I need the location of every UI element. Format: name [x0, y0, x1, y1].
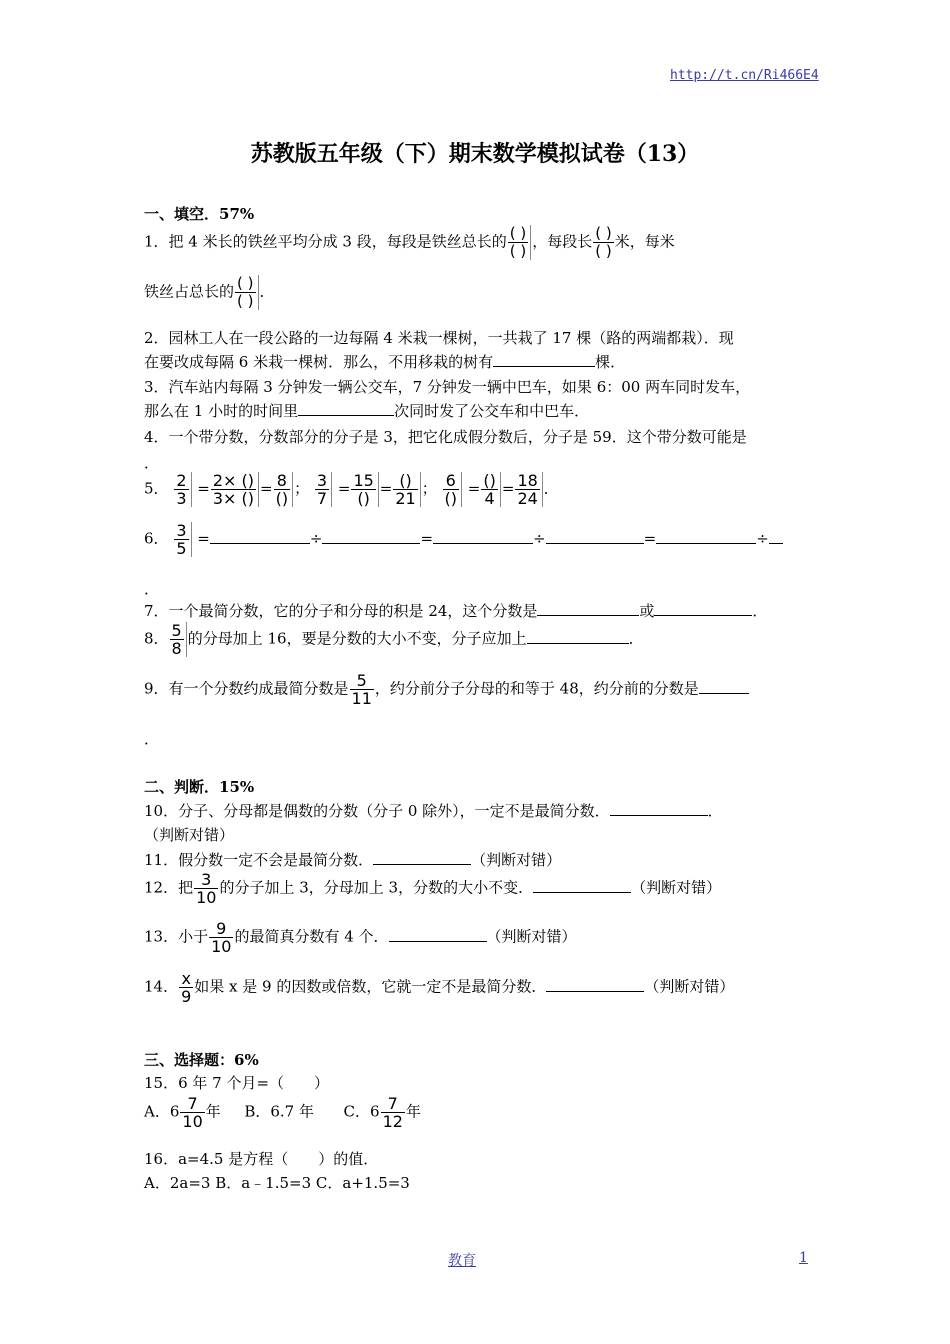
q7-or: 或	[639, 602, 655, 620]
q13-text-b: 的最简真分数有 4 个．	[234, 927, 389, 946]
question-13	[144, 920, 577, 955]
q9-text-a: 9．有一个分数约成最简分数是	[144, 679, 349, 698]
q15-option-a-fraction: $\frac{7}{10}$	[182, 1094, 203, 1131]
question-1-line-2	[144, 275, 275, 310]
q7-blank-1[interactable]	[537, 601, 639, 616]
q5-fraction-3: $\frac{8}{()}$	[274, 472, 293, 507]
question-11	[144, 849, 561, 871]
q8-blank[interactable]	[527, 629, 629, 644]
question-16: 16．a=4.5 是方程（ ）的值．	[144, 1150, 379, 1168]
header-link[interactable]: http://t.cn/Ri466E4	[670, 68, 819, 83]
section-heading-fill: 一、填空．57%	[144, 205, 255, 223]
q8-text: 的分母加上 16，要是分数的大小不变，分子应加上	[187, 629, 527, 648]
q2-answer-blank[interactable]	[493, 352, 595, 367]
question-10-line-2: （判断对错）	[144, 826, 235, 844]
footer-link[interactable]: 教育	[448, 1253, 476, 1269]
page-number: 1	[799, 1250, 808, 1266]
q3-answer-blank[interactable]	[298, 401, 394, 416]
period: ．	[628, 629, 644, 648]
q6-blank-5[interactable]	[656, 529, 756, 544]
q8-label: 8．	[144, 629, 169, 648]
question-10-line-1	[144, 800, 723, 822]
q1-fraction-blank-1: $\frac{( )}{( )}$	[508, 225, 531, 260]
q1-text-c: 米，每米	[614, 232, 675, 251]
q12-judge-hint: （判断对错）	[631, 878, 722, 897]
q13-fraction: $\frac{9}{10}$	[211, 919, 232, 956]
equals-sign: =	[337, 479, 351, 498]
q5-fraction-1: $\frac{2}{3}$	[174, 472, 191, 507]
q9-blank[interactable]	[699, 679, 749, 694]
divide-sign: ÷	[756, 529, 769, 548]
equals-sign: =	[501, 479, 515, 498]
q12-text-a: 12．把	[144, 878, 194, 897]
q2-text-c: 棵．	[595, 353, 626, 371]
period: ．	[707, 802, 723, 820]
q1-fraction-blank-2: $\frac{( )}{( )}$	[595, 224, 612, 260]
q11-judge-hint: （判断对错）	[471, 851, 562, 869]
q5-fraction-9: $\frac{18}{24}$	[515, 472, 542, 507]
q1-text-e: ．	[259, 282, 275, 301]
q14-judge-hint: （判断对错）	[644, 977, 735, 996]
question-15-options	[144, 1095, 421, 1130]
q14-label: 14．	[144, 977, 179, 996]
question-12	[144, 871, 721, 906]
q12-text-b: 的分子加上 3，分母加上 3，分数的大小不变．	[219, 878, 534, 897]
q3-text-c: 次同时发了公交车和中巴车．	[394, 402, 590, 420]
q15-option-c-fraction: $\frac{7}{12}$	[382, 1094, 403, 1131]
q5-fraction-7: $\frac{6}{()}$	[443, 472, 462, 507]
q6-blank-3[interactable]	[433, 529, 533, 544]
equals-sign: =	[197, 479, 210, 498]
q1-fraction-blank-3: $\frac{( )}{( )}$	[235, 275, 258, 310]
q6-blank-4[interactable]	[546, 529, 644, 544]
divide-sign: ÷	[533, 529, 546, 548]
page-title: 苏教版五年级（下）期末数学模拟试卷（13）	[250, 141, 700, 167]
q14-text: 如果 x 是 9 的因数或倍数，它就一定不是最简分数．	[194, 977, 547, 996]
section-heading-choice: 三、选择题：6%	[144, 1051, 259, 1069]
q6-blank-1[interactable]	[210, 529, 310, 544]
q6-blank-2[interactable]	[322, 529, 420, 544]
q5-fraction-6: $\frac{()}{21}$	[393, 472, 420, 507]
divide-sign: ÷	[309, 529, 323, 548]
q9-fraction: $\frac{5}{11}$	[351, 671, 372, 708]
equals-sign: =	[420, 529, 434, 548]
question-6	[144, 522, 783, 557]
q8-fraction: $\frac{5}{8}$	[170, 622, 187, 657]
q14-blank[interactable]	[546, 977, 644, 992]
equals-sign: =	[379, 479, 393, 498]
equals-sign: =	[260, 479, 273, 498]
q13-blank[interactable]	[389, 927, 487, 942]
section-heading-judge: 二、判断．15%	[144, 778, 255, 796]
question-2-line-2	[144, 351, 625, 373]
question-9	[144, 672, 749, 707]
question-1-line-1	[144, 225, 675, 260]
q10-text: 10．分子、分母都是偶数的分数（分子 0 除外），一定不是最简分数．	[144, 802, 610, 820]
question-15: 15．6 年 7 个月=（ ）	[144, 1074, 330, 1092]
equals-sign: =	[197, 529, 210, 548]
question-3-line-1: 3．汽车站内每隔 3 分钟发一辆公交车，7 分钟发一辆中巴车，如果 6：00 两车同时发车，	[144, 378, 751, 396]
q12-blank[interactable]	[533, 878, 631, 893]
question-8	[144, 622, 644, 657]
q15-option-c[interactable]: C．6	[343, 1102, 380, 1121]
q6-fraction: $\frac{3}{5}$	[174, 522, 191, 557]
q10-blank[interactable]	[610, 801, 708, 816]
equals-sign: =	[643, 529, 657, 548]
q2-text-b: 在要改成每隔 6 米栽一棵树．那么，不用移栽的树有	[144, 353, 494, 371]
q15-option-a-unit: 年	[205, 1102, 221, 1121]
q1-text-d: 铁丝占总长的	[144, 282, 235, 301]
q7-blank-2[interactable]	[654, 601, 752, 616]
q14-fraction: $\frac{x}{9}$	[181, 969, 192, 1006]
semicolon: ；	[421, 479, 437, 498]
question-14	[144, 970, 734, 1005]
q12-fraction: $\frac{3}{10}$	[196, 870, 217, 907]
q5-fraction-8: $\frac{()}{4}$	[481, 472, 500, 507]
period: ．	[543, 479, 559, 498]
q11-text: 11．假分数一定不会是最简分数．	[144, 851, 374, 869]
q5-fraction-5: $\frac{15}{()}$	[351, 472, 378, 507]
question-4-line-2: ．	[144, 454, 160, 472]
q6-blank-6[interactable]	[769, 529, 783, 544]
q15-option-c-unit: 年	[405, 1102, 421, 1121]
q15-option-a[interactable]: A．6	[144, 1102, 180, 1121]
question-9-line-2: ．	[144, 730, 160, 748]
q1-text-b: ，每段长	[532, 232, 593, 251]
q13-text-a: 13．小于	[144, 927, 209, 946]
question-2-line-1: 2．园林工人在一段公路的一边每隔 4 米栽一棵树，一共栽了 17 棵（路的两端都栽）．现	[144, 329, 734, 347]
period: ．	[752, 602, 768, 620]
q5-fraction-4: $\frac{3}{7}$	[315, 472, 332, 507]
q15-option-b[interactable]: B．6.7 年	[244, 1102, 314, 1121]
q1-text-a: 1．把 4 米长的铁丝平均分成 3 段，每段是铁丝总长的	[144, 232, 507, 251]
q5-label: 5．	[144, 479, 169, 498]
q3-text-b: 那么在 1 小时的时间里	[144, 402, 299, 420]
q9-text-b: ，约分前分子分母的和等于 48，约分前的分数是	[374, 679, 699, 698]
semicolon: ；	[294, 479, 310, 498]
question-6-line-2: ．	[144, 580, 160, 598]
q5-fraction-2: $\frac{2\times ()}{3\times ()}$	[211, 472, 259, 507]
question-16-options: A．2a=3 B．a﹣1.5=3 C．a+1.5=3	[144, 1174, 410, 1192]
q7-text: 7．一个最简分数，它的分子和分母的积是 24，这个分数是	[144, 602, 538, 620]
q6-label: 6．	[144, 529, 169, 548]
q13-judge-hint: （判断对错）	[486, 927, 577, 946]
equals-sign: =	[467, 479, 481, 498]
question-5	[144, 472, 559, 507]
question-4-line-1: 4．一个带分数，分数部分的分子是 3，把它化成假分数后，分子是 59．这个带分数可能是	[144, 428, 747, 446]
question-3-line-2	[144, 400, 589, 422]
q11-blank[interactable]	[373, 850, 471, 865]
question-7	[144, 600, 767, 622]
